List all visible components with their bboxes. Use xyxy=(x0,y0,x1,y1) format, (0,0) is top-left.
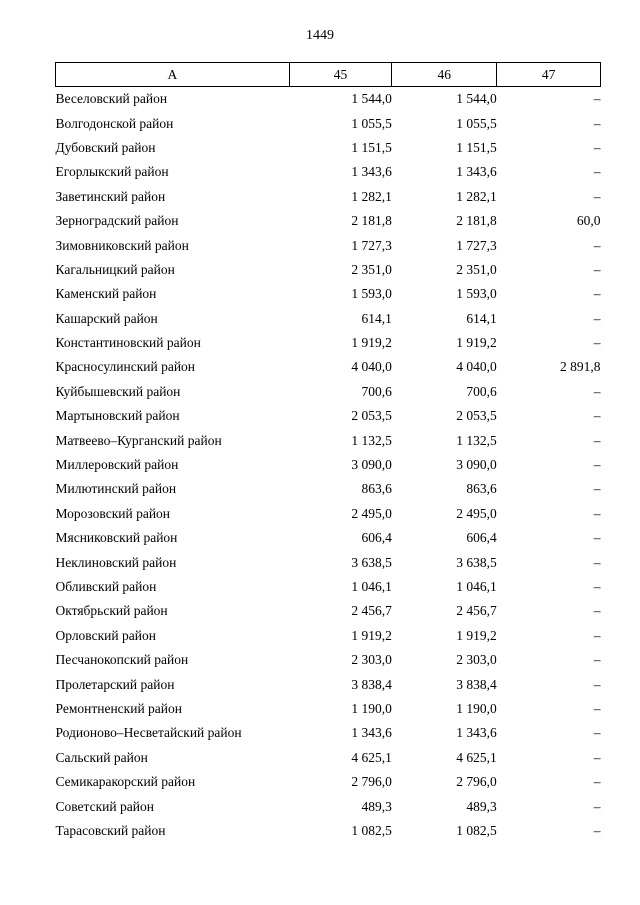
value-46-cell: 1 282,1 xyxy=(456,188,497,204)
value-45-cell: 4 040,0 xyxy=(351,359,392,375)
value-46-cell: 2 053,5 xyxy=(456,408,497,424)
table-row xyxy=(56,599,601,623)
table-row xyxy=(56,209,601,233)
value-46-cell: 1 082,5 xyxy=(456,822,497,838)
value-45-cell: 1 282,1 xyxy=(351,188,392,204)
value-47-cell: – xyxy=(593,481,601,497)
value-46-cell: 700,6 xyxy=(466,383,497,399)
value-46-cell: 1 055,5 xyxy=(456,115,497,131)
page-number: 1449 xyxy=(306,28,334,43)
value-45-cell: 2 495,0 xyxy=(351,505,392,521)
value-45-cell: 2 053,5 xyxy=(351,408,392,424)
district-name-cell: Миллеровский район xyxy=(55,457,179,473)
table-row xyxy=(56,697,601,721)
value-47-cell: – xyxy=(593,139,601,155)
value-46-cell: 3 090,0 xyxy=(456,457,497,473)
district-name-cell: Неклиновский район xyxy=(55,554,177,570)
table-row xyxy=(56,380,601,404)
district-name-cell: Октябрьский район xyxy=(55,603,168,619)
table-row xyxy=(56,575,601,599)
table-row xyxy=(56,672,601,696)
table-row xyxy=(56,746,601,770)
value-47-cell: – xyxy=(593,432,601,448)
value-47-cell: – xyxy=(593,652,601,668)
value-47-cell: – xyxy=(593,554,601,570)
table-row xyxy=(56,477,601,501)
table-row xyxy=(56,721,601,745)
value-45-cell: 1 190,0 xyxy=(351,700,392,716)
value-45-cell: 2 456,7 xyxy=(351,603,392,619)
table-row xyxy=(56,355,601,379)
table-row xyxy=(56,648,601,672)
value-45-cell: 1 727,3 xyxy=(351,237,392,253)
value-47-cell: – xyxy=(593,530,601,546)
value-45-cell: 606,4 xyxy=(361,530,392,546)
value-46-cell: 1 593,0 xyxy=(456,286,497,302)
table-row xyxy=(56,794,601,818)
value-47-cell: – xyxy=(593,310,601,326)
value-47-cell: 60,0 xyxy=(576,213,601,229)
value-45-cell: 2 796,0 xyxy=(351,774,392,790)
value-46-cell: 614,1 xyxy=(466,310,497,326)
value-45-cell: 1 055,5 xyxy=(351,115,392,131)
value-47-cell: – xyxy=(593,91,601,107)
value-46-cell: 2 495,0 xyxy=(456,505,497,521)
district-name-cell: Мясниковский район xyxy=(55,530,178,546)
value-47-cell: – xyxy=(593,164,601,180)
district-name-cell: Родионово–Несветайский район xyxy=(55,725,242,741)
value-47-cell: – xyxy=(593,286,601,302)
value-45-cell: 614,1 xyxy=(361,310,392,326)
table-row xyxy=(56,282,601,306)
value-46-cell: 489,3 xyxy=(466,798,497,814)
value-47-cell: – xyxy=(593,383,601,399)
district-name-cell: Егорлыкский район xyxy=(55,164,169,180)
district-name-cell: Мартыновский район xyxy=(55,408,180,424)
table-row xyxy=(56,111,601,135)
value-47-cell: – xyxy=(593,335,601,351)
district-name-cell: Заветинский район xyxy=(55,188,166,204)
value-46-cell: 1 190,0 xyxy=(456,700,497,716)
table-row xyxy=(56,87,601,112)
district-name-cell: Каменский район xyxy=(55,286,157,302)
value-47-cell: – xyxy=(593,261,601,277)
value-45-cell: 1 082,5 xyxy=(351,822,392,838)
value-46-cell: 1 919,2 xyxy=(456,627,497,643)
district-name-cell: Матвеево–Курганский район xyxy=(55,432,222,448)
value-46-cell: 4 625,1 xyxy=(456,749,497,765)
value-46-cell: 863,6 xyxy=(466,481,497,497)
table-row xyxy=(56,331,601,355)
district-name-cell: Семикаракорский район xyxy=(55,774,196,790)
column-header-47: 47 xyxy=(497,63,601,87)
value-47-cell: – xyxy=(593,725,601,741)
value-46-cell: 1 919,2 xyxy=(456,335,497,351)
district-name-cell: Волгодонской район xyxy=(55,115,174,131)
value-45-cell: 1 919,2 xyxy=(351,335,392,351)
value-47-cell: – xyxy=(593,749,601,765)
table-row xyxy=(56,404,601,428)
value-46-cell: 1 046,1 xyxy=(456,579,497,594)
value-46-cell: 3 638,5 xyxy=(456,554,497,570)
value-46-cell: 2 456,7 xyxy=(456,603,497,619)
value-45-cell: 3 090,0 xyxy=(351,457,392,473)
table-row xyxy=(56,550,601,574)
value-46-cell: 1 343,6 xyxy=(456,164,497,180)
table-row xyxy=(56,770,601,794)
district-name-cell: Дубовский район xyxy=(55,139,156,155)
value-45-cell: 863,6 xyxy=(361,481,392,497)
district-name-cell: Советский район xyxy=(55,798,154,814)
district-name-cell: Орловский район xyxy=(55,627,156,643)
value-45-cell: 1 593,0 xyxy=(351,286,392,302)
value-47-cell: – xyxy=(593,408,601,424)
value-47-cell: – xyxy=(593,188,601,204)
value-45-cell: 1 544,0 xyxy=(351,91,392,107)
value-46-cell: 1 151,5 xyxy=(456,139,497,155)
district-name-cell: Зерноградский район xyxy=(55,213,179,229)
district-name-cell: Куйбышевский район xyxy=(55,383,181,399)
district-name-cell: Тарасовский район xyxy=(55,822,166,838)
value-47-cell: – xyxy=(593,457,601,473)
table-row xyxy=(56,819,601,843)
district-name-cell: Пролетарский район xyxy=(55,676,175,692)
district-name-cell: Песчанокопский район xyxy=(55,652,189,668)
table-header-row xyxy=(56,63,601,87)
table-row xyxy=(56,160,601,184)
value-45-cell: 1 132,5 xyxy=(351,432,392,448)
value-45-cell: 4 625,1 xyxy=(351,749,392,765)
district-name-cell: Милютинский район xyxy=(55,481,177,497)
table-row xyxy=(56,258,601,282)
column-header-45: 45 xyxy=(289,63,392,87)
value-45-cell: 700,6 xyxy=(361,383,392,399)
value-47-cell: – xyxy=(593,627,601,643)
value-47-cell: – xyxy=(593,774,601,790)
value-47-cell: – xyxy=(593,822,601,838)
value-45-cell: 3 838,4 xyxy=(351,676,392,692)
value-45-cell: 1 919,2 xyxy=(351,627,392,643)
district-name-cell: Сальский район xyxy=(55,749,148,765)
value-47-cell: – xyxy=(593,676,601,692)
value-45-cell: 2 303,0 xyxy=(351,652,392,668)
value-45-cell: 1 343,6 xyxy=(351,164,392,180)
value-46-cell: 1 343,6 xyxy=(456,725,497,741)
value-46-cell: 2 181,8 xyxy=(456,213,497,229)
value-46-cell: 2 796,0 xyxy=(456,774,497,790)
value-47-cell: – xyxy=(593,237,601,253)
value-46-cell: 2 303,0 xyxy=(456,652,497,668)
table-row xyxy=(56,428,601,452)
district-name-cell: Красносулинский район xyxy=(55,359,196,375)
table-row xyxy=(56,233,601,257)
value-46-cell: 1 727,3 xyxy=(456,237,497,253)
value-47-cell: – xyxy=(593,798,601,814)
value-47-cell: 2 891,8 xyxy=(560,359,601,375)
value-46-cell: 4 040,0 xyxy=(456,359,497,375)
value-47-cell: – xyxy=(593,603,601,619)
value-45-cell: 1 151,5 xyxy=(351,139,392,155)
table-row xyxy=(56,185,601,209)
district-name-cell: Кагальницкий район xyxy=(55,261,175,277)
value-45-cell: 2 181,8 xyxy=(351,213,392,229)
value-46-cell: 3 838,4 xyxy=(456,676,497,692)
district-name-cell: Морозовский район xyxy=(55,505,171,521)
value-45-cell: 3 638,5 xyxy=(351,554,392,570)
table-row xyxy=(56,453,601,477)
district-name-cell: Кашарский район xyxy=(55,310,158,326)
data-table xyxy=(55,62,601,843)
table-body xyxy=(56,87,601,844)
value-47-cell: – xyxy=(593,115,601,131)
value-45-cell: 1 343,6 xyxy=(351,725,392,741)
table-row xyxy=(56,502,601,526)
district-name-cell: Зимовниковский район xyxy=(55,237,189,253)
value-47-cell: – xyxy=(593,505,601,521)
table-row xyxy=(56,526,601,550)
value-46-cell: 1 544,0 xyxy=(456,91,497,107)
value-46-cell: 2 351,0 xyxy=(456,261,497,277)
district-name-cell: Ремонтненский район xyxy=(55,700,182,716)
value-45-cell: 2 351,0 xyxy=(351,261,392,277)
value-45-cell: 1 046,1 xyxy=(351,579,392,594)
district-name-cell: Константиновский район xyxy=(55,335,201,351)
district-name-cell: Веселовский район xyxy=(55,91,168,107)
value-47-cell: – xyxy=(593,579,601,594)
column-header-46: 46 xyxy=(392,63,497,87)
value-47-cell: – xyxy=(593,700,601,716)
value-45-cell: 489,3 xyxy=(361,798,392,814)
district-name-cell: Обливский район xyxy=(55,579,157,594)
table-row xyxy=(56,624,601,648)
table-row xyxy=(56,307,601,331)
column-header-a: А xyxy=(56,63,290,87)
table-row xyxy=(56,136,601,160)
value-46-cell: 606,4 xyxy=(466,530,497,546)
value-46-cell: 1 132,5 xyxy=(456,432,497,448)
